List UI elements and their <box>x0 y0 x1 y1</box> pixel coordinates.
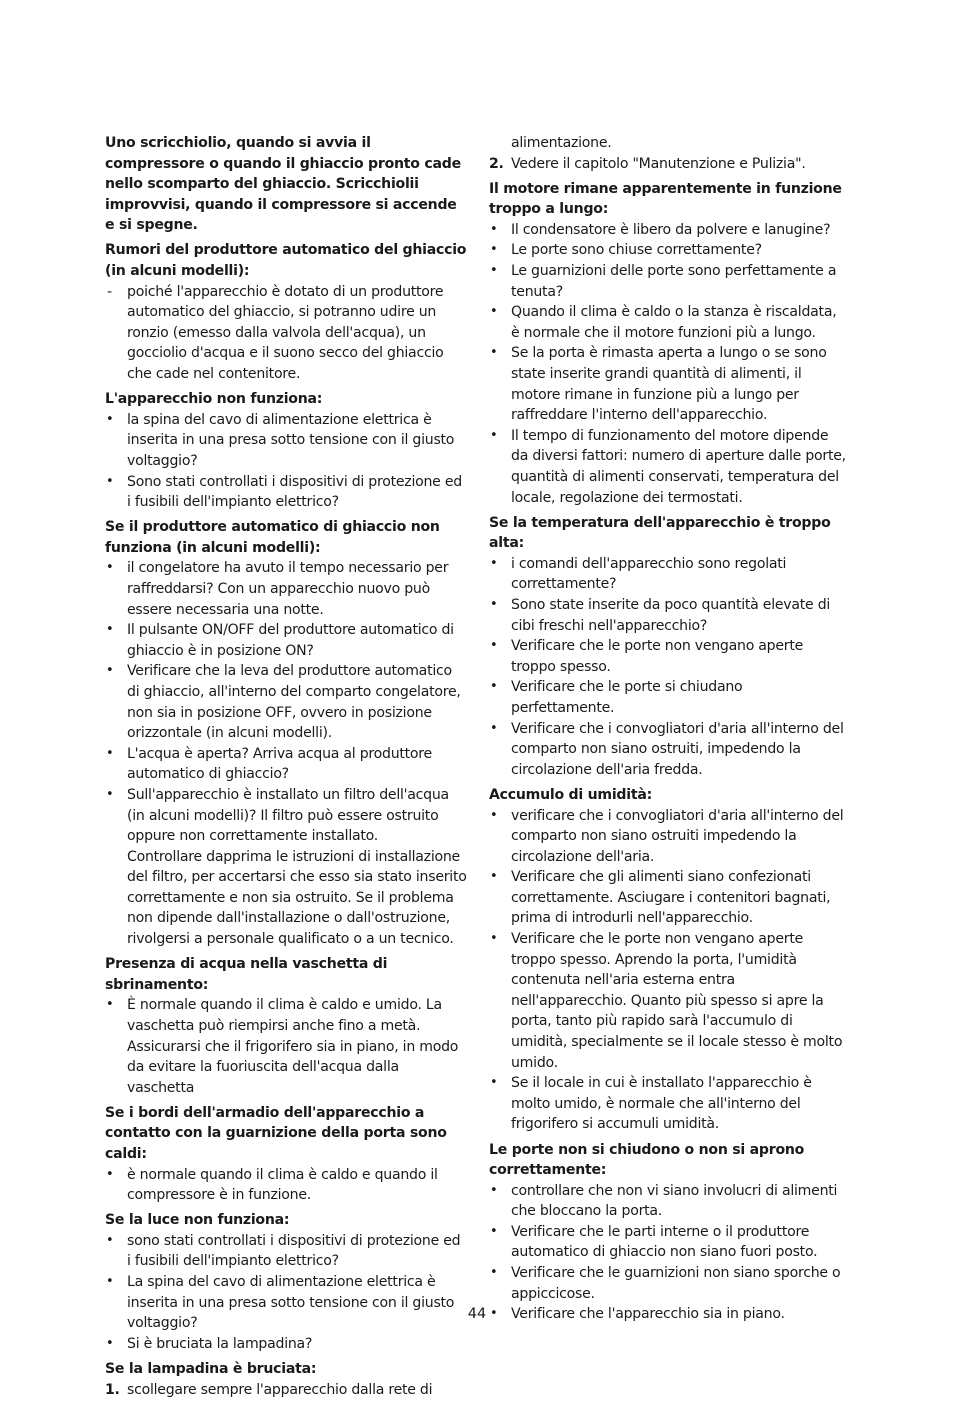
list-item-text: Verificare che le porte non vengano aperte troppo spesso. Aprendo la porta, l'umidità contenuta nell'aria esterna entra nell'apparecchio. Quanto più spesso si apre la porta, tanto più rapido sarà l'accumulo di umidità, specialmente se il locale stesso è molto umido. <box>511 931 843 1071</box>
list-item <box>105 661 467 743</box>
section-icemaker-not-working <box>105 517 467 949</box>
list-continuation: Controllare dapprima le istruzioni di installazione del filtro, per accertarsi che esso sia stato inserito correttamente e non sia ostruito. Se il problema non dipende dall'installazione o dall'ostruzione, rivolgersi a personale qualificato o a un tecnico. <box>127 848 467 948</box>
page-number: 44 <box>467 1306 487 1322</box>
bullet-marker: • <box>490 597 498 613</box>
list-item <box>489 1181 849 1222</box>
list-item-text: Verificare che l'apparecchio sia in piano. <box>511 1306 785 1323</box>
list-item <box>489 261 849 302</box>
list-item <box>489 595 849 636</box>
bullet-marker: • <box>490 555 498 571</box>
left-column <box>105 133 467 1405</box>
section-light-not-working <box>105 1210 467 1354</box>
section-defrost-water <box>105 954 467 1098</box>
bullet-marker: • <box>490 1306 498 1322</box>
list-item <box>489 343 849 425</box>
list-item <box>489 636 849 677</box>
bullet-marker: • <box>490 679 498 695</box>
section-heading: Accumulo di umidità: <box>489 786 652 803</box>
list-item <box>105 1165 467 1206</box>
list-item-text: Il condensatore è libero da polvere e lanugine? <box>511 221 831 238</box>
section-icemaker-noise <box>105 240 467 384</box>
bullet-marker: • <box>106 745 114 761</box>
bullet-marker: • <box>106 560 114 576</box>
list-item <box>489 302 849 343</box>
list-item <box>489 554 849 595</box>
section-heading: Uno scricchiolio, quando si avvia il compressore o quando il ghiaccio pronto cade nello scomparto del ghiaccio. Scricchiolii improvvisi, quando il compressore si accende e si spegne. <box>105 135 461 234</box>
list-item <box>489 426 849 508</box>
list-item-text: scollegare sempre l'apparecchio dalla rete di <box>127 1381 433 1398</box>
section-heading: L'apparecchio non funziona: <box>105 391 323 408</box>
list-item-text: Vedere il capitolo "Manutenzione e Pulizia". <box>511 155 806 172</box>
bullet-marker: • <box>106 1166 114 1182</box>
section-warm-edges <box>105 1103 467 1206</box>
list-item-text: Se la porta è rimasta aperta a lungo o se sono state inserite grandi quantità di alimenti, il motore rimane in funzione più a lungo per raffreddare l'interno dell'apparecchio. <box>511 345 827 424</box>
bullet-marker: • <box>106 1232 114 1248</box>
list-item-text: Verificare che le porte si chiudano perfettamente. <box>511 679 743 717</box>
list-item-text: Verificare che le porte non vengano aperte troppo spesso. <box>511 638 804 675</box>
section-heading: Rumori del produttore automatico del ghiaccio (in alcuni modelli): <box>105 242 467 280</box>
list-item-text: Verificare che le guarnizioni non siano sporche o appiccicose. <box>511 1265 841 1302</box>
bullet-marker: • <box>106 1335 114 1351</box>
bullet-marker: • <box>106 663 114 679</box>
list-item <box>489 719 849 781</box>
list-item <box>489 1263 849 1304</box>
number-marker: 2. <box>489 155 504 172</box>
list-item <box>105 558 467 620</box>
list-item <box>105 620 467 661</box>
bullet-marker: • <box>490 807 498 823</box>
bullet-marker: • <box>490 638 498 654</box>
list-item-text: Quando il clima è caldo o la stanza è riscaldata, è normale che il motore funzioni più a lungo. <box>511 304 837 341</box>
right-column <box>489 133 849 1329</box>
section-motor-runs-long <box>489 179 849 509</box>
section-not-working <box>105 389 467 513</box>
bullet-marker: • <box>106 1274 114 1290</box>
list-item <box>489 867 849 929</box>
bullet-marker: • <box>490 427 498 443</box>
list-item-text: Sull'apparecchio è installato un filtro dell'acqua (in alcuni modelli)? Il filtro può essere ostruito oppure non correttamente installato. <box>127 786 449 845</box>
section-heading: Le porte non si chiudono o non si aprono correttamente: <box>489 1141 805 1179</box>
list-item <box>489 806 849 868</box>
section-heading: Se i bordi dell'armadio dell'apparecchio a contatto con la guarnizione della porta sono caldi: <box>105 1104 447 1162</box>
list-item <box>105 1272 467 1334</box>
bullet-marker: • <box>490 1223 498 1239</box>
list-item-text: il congelatore ha avuto il tempo necessario per raffreddarsi? Con un apparecchio nuovo può essere necessaria una notte. <box>127 560 449 618</box>
list-item-text: Le porte sono chiuse correttamente? <box>511 242 762 259</box>
list-item-text: è normale quando il clima è caldo e quando il compressore è in funzione. <box>127 1166 438 1204</box>
list-item-text: Sono stati controllati i dispositivi di protezione ed i fusibili dell'impianto elettrico? <box>127 473 462 511</box>
list-item-text: controllare che non vi siano involucri di alimenti che bloccano la porta. <box>511 1182 838 1220</box>
bullet-marker: • <box>490 221 498 237</box>
list-item <box>105 282 467 385</box>
section-heading: Se la temperatura dell'apparecchio è troppo alta: <box>489 514 831 552</box>
list-item <box>489 220 849 241</box>
list-item-text: sono stati controllati i dispositivi di protezione ed i fusibili dell'impianto elettrico? <box>127 1232 461 1270</box>
list-item <box>489 1222 849 1263</box>
section-bulb-burnt <box>105 1359 467 1400</box>
section-doors <box>489 1140 849 1325</box>
list-item <box>105 472 467 513</box>
dash-marker: - <box>107 283 112 300</box>
bullet-marker: • <box>106 411 114 427</box>
list-item-text: Si è bruciata la lampadina? <box>127 1335 313 1352</box>
section-heading: Se il produttore automatico di ghiaccio non funziona (in alcuni modelli): <box>105 519 440 556</box>
numbered-item <box>105 1380 467 1401</box>
list-item-text: Sono state inserite da poco quantità elevate di cibi freschi nell'apparecchio? <box>511 597 831 634</box>
list-item-text: Verificare che le parti interne o il produttore automatico di ghiaccio non siano fuori posto. <box>511 1223 818 1261</box>
bullet-marker: • <box>106 997 114 1013</box>
list-item-text: Verificare che i convogliatori d'aria all'interno del comparto non siano ostruiti, impedendo la circolazione dell'aria fredda. <box>511 720 844 778</box>
list-item-text: È normale quando il clima è caldo e umido. La vaschetta può riempirsi anche fino a metà. Assicurarsi che il frigorifero sia in piano, in modo da evitare la fuoriuscita dell'acqua dalla vaschetta <box>127 997 459 1096</box>
bullet-marker: • <box>490 263 498 279</box>
bullet-marker: • <box>106 786 114 802</box>
list-item <box>105 995 467 1098</box>
bullet-marker: • <box>490 1265 498 1281</box>
list-item-text: Se il locale in cui è installato l'apparecchio è molto umido, è normale che all'interno del frigorifero si accumuli umidità. <box>511 1075 812 1133</box>
list-item <box>105 1231 467 1272</box>
section-humidity <box>489 785 849 1135</box>
list-item-text: Verificare che la leva del produttore automatico di ghiaccio, all'interno del comparto congelatore, non sia in posizione OFF, ovvero in posizione orizzontale (in alcuni modelli). <box>127 663 461 742</box>
section-heading: Se la luce non funziona: <box>105 1212 290 1229</box>
number-marker: 1. <box>105 1381 120 1398</box>
list-item <box>105 744 467 785</box>
section-heading: Il motore rimane apparentemente in funzione troppo a lungo: <box>489 180 842 218</box>
list-item-text: la spina del cavo di alimentazione elettrica è inserita in una presa sotto tensione con il giusto voltaggio? <box>127 411 455 469</box>
bullet-marker: • <box>490 720 498 736</box>
bullet-marker: • <box>490 242 498 258</box>
section-creaking <box>105 133 467 236</box>
bullet-marker: • <box>490 1182 498 1198</box>
list-item-text: poiché l'apparecchio è dotato di un produttore automatico del ghiaccio, si potranno udire un ronzio (emesso dalla valvola dell'acqua), un gocciolio d'acqua e il suono secco del ghiaccio che cade nel contenitore. <box>127 283 444 383</box>
list-item <box>105 410 467 472</box>
bullet-marker: • <box>106 473 114 489</box>
section-bulb-burnt-continued <box>489 133 849 174</box>
list-item-text: Verificare che gli alimenti siano confezionati correttamente. Asciugare i contenitori bagnati, prima di introdurli nell'apparecchio. <box>511 869 831 927</box>
list-item-text: Il tempo di funzionamento del motore dipende da diversi fattori: numero di aperture dalle porte, quantità di alimenti conservati, temperatura del locale, regolazione dei termostati. <box>511 427 846 506</box>
list-item <box>489 1073 849 1135</box>
list-item-text: Le guarnizioni delle porte sono perfettamente a tenuta? <box>511 263 837 300</box>
bullet-marker: • <box>490 304 498 320</box>
section-heading: Se la lampadina è bruciata: <box>105 1360 317 1377</box>
list-item <box>105 785 467 847</box>
section-temperature-high <box>489 513 849 781</box>
list-item-text: La spina del cavo di alimentazione elettrica è inserita in una presa sotto tensione con il giusto voltaggio? <box>127 1274 455 1332</box>
list-item-text: verificare che i convogliatori d'aria all'interno del comparto non siano ostruiti impedendo la circolazione dell'aria. <box>511 807 844 865</box>
list-continuation: alimentazione. <box>511 135 612 151</box>
list-item <box>489 240 849 261</box>
numbered-item <box>489 154 849 175</box>
list-item-text: Il pulsante ON/OFF del produttore automatico di ghiaccio è in posizione ON? <box>127 622 454 659</box>
bullet-marker: • <box>490 869 498 885</box>
list-item <box>489 677 849 718</box>
bullet-marker: • <box>490 345 498 361</box>
list-item <box>105 1334 467 1355</box>
bullet-marker: • <box>106 622 114 638</box>
section-heading: Presenza di acqua nella vaschetta di sbrinamento: <box>105 956 388 993</box>
list-item-text: i comandi dell'apparecchio sono regolati correttamente? <box>511 555 787 593</box>
list-item-text: L'acqua è aperta? Arriva acqua al produttore automatico di ghiaccio? <box>127 745 432 783</box>
list-item <box>489 929 849 1073</box>
bullet-marker: • <box>490 931 498 947</box>
bullet-marker: • <box>490 1075 498 1091</box>
